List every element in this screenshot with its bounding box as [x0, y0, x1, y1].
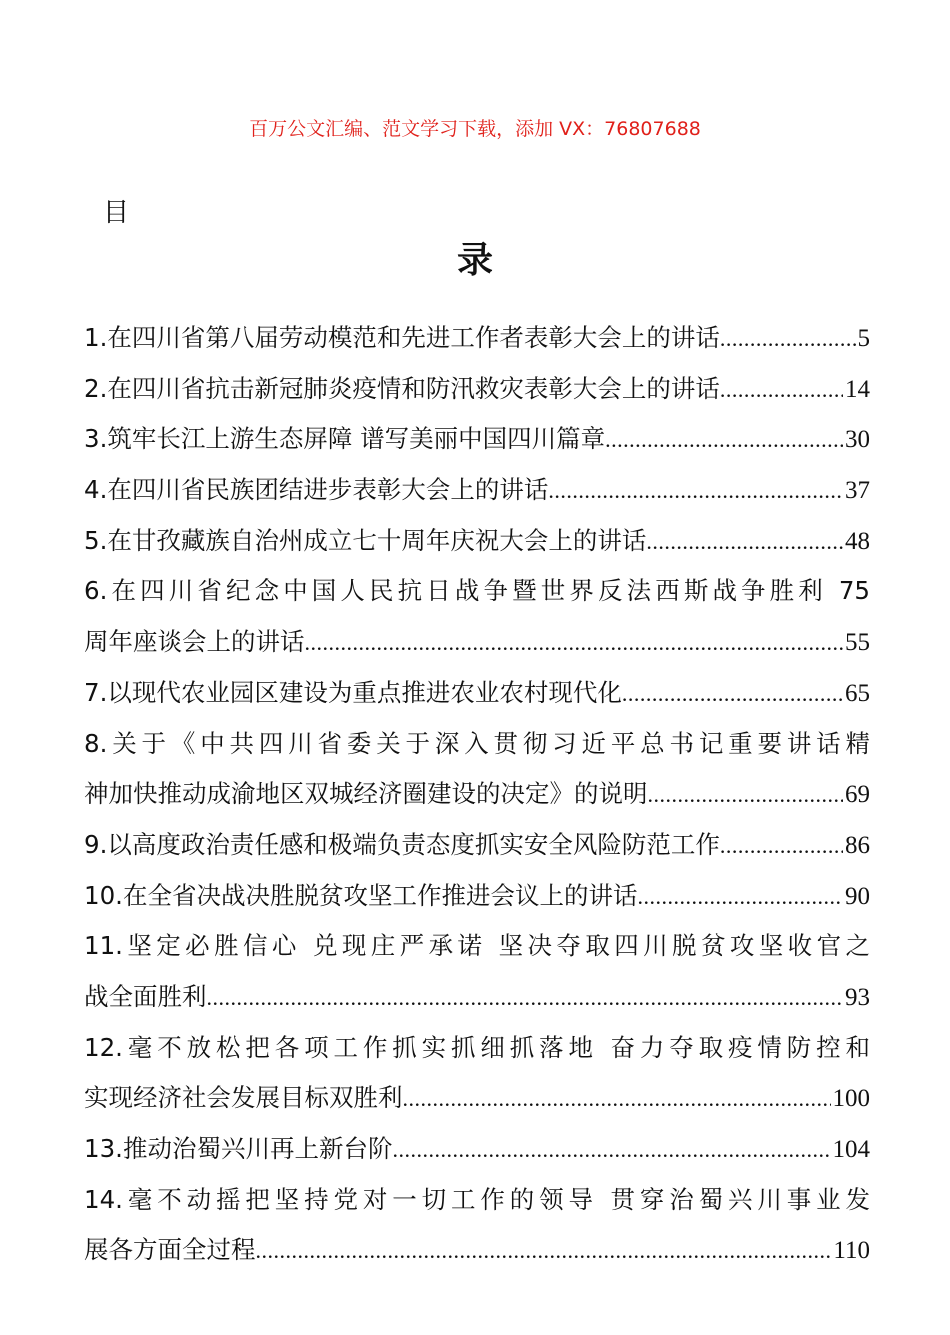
leader-dots	[256, 1226, 832, 1276]
toc-entry[interactable]	[84, 871, 870, 922]
leader-dots	[646, 517, 843, 567]
toc-entry[interactable]	[84, 1175, 870, 1276]
toc-entry-title-line1: 12.毫不放松把各项工作抓实抓细抓落地 奋力夺取疫情防控和	[84, 1032, 870, 1062]
toc-entry-title-line1: 11.坚定必胜信心 兑现庄严承诺 坚决夺取四川脱贫攻坚收官之	[84, 931, 870, 961]
toc-entry-page: 69	[845, 781, 870, 809]
toc-title-part2: 录	[456, 240, 493, 281]
leader-dots	[622, 669, 843, 719]
toc-entry-title: 3.筑牢长江上游生态屏障 谱写美丽中国四川篇章	[84, 424, 606, 454]
toc-entry-title: 9.以高度政治责任感和极端负责态度抓实安全风险防范工作	[84, 829, 720, 859]
toc-entry-page: 48	[845, 527, 870, 555]
promo-header: 百万公文汇编、范文学习下载，添加 VX：76807688	[249, 118, 701, 140]
toc-entry-title: 13.推动治蜀兴川再上新台阶	[84, 1134, 393, 1163]
toc-entry-page: 104	[832, 1136, 870, 1163]
toc-entry[interactable]	[84, 414, 870, 465]
toc-entry[interactable]	[84, 364, 870, 415]
toc-entry[interactable]	[84, 668, 870, 719]
toc-entry[interactable]	[84, 719, 870, 820]
toc-entry[interactable]	[84, 566, 870, 667]
toc-entry-title-line2: 周年座谈会上的讲话	[84, 627, 305, 657]
toc-entry-title: 2.在四川省抗击新冠肺炎疫情和防汛救灾表彰大会上的讲话	[84, 373, 720, 403]
toc-entry-title-line1: 8.关于《中共四川省委关于深入贯彻习近平总书记重要讲话精	[84, 728, 870, 758]
toc-entry-title: 10.在全省决战决胜脱贫攻坚工作推进会议上的讲话	[84, 880, 638, 910]
toc-entry-title-line1: 6.在四川省纪念中国人民抗日战争暨世界反法西斯战争胜利 75	[84, 576, 870, 606]
toc-entry-page: 100	[832, 1085, 870, 1113]
toc-entry-title: 1.在四川省第八届劳动模范和先进工作者表彰大会上的讲话	[84, 323, 720, 352]
leader-dots	[392, 1125, 830, 1175]
toc-entry-title-line2: 实现经济社会发展目标双胜利	[84, 1083, 403, 1113]
toc-entry[interactable]	[84, 921, 870, 1022]
table-of-contents	[84, 313, 870, 1276]
leader-dots	[403, 1074, 831, 1124]
toc-entry-page: 65	[845, 679, 870, 707]
toc-entry-title: 4.在四川省民族团结进步表彰大会上的讲话	[84, 475, 549, 505]
leader-dots	[637, 872, 843, 922]
leader-dots	[207, 973, 844, 1023]
toc-entry-page: 93	[845, 983, 870, 1011]
toc-entry-title-line2: 战全面胜利	[84, 981, 207, 1011]
toc-entry[interactable]	[84, 516, 870, 567]
leader-dots	[605, 415, 843, 465]
toc-entry[interactable]	[84, 1124, 870, 1175]
toc-entry-page: 5	[857, 325, 870, 352]
toc-entry-page: 14	[845, 375, 870, 403]
toc-entry-page: 55	[845, 629, 870, 657]
toc-entry[interactable]	[84, 465, 870, 516]
leader-dots	[720, 821, 843, 871]
leader-dots	[648, 770, 844, 820]
toc-entry[interactable]	[84, 820, 870, 871]
toc-title-part1: 目	[103, 198, 130, 228]
toc-entry-title: 5.在甘孜藏族自治州成立七十周年庆祝大会上的讲话	[84, 525, 647, 555]
toc-entry-page: 110	[833, 1237, 870, 1265]
leader-dots	[305, 618, 844, 668]
toc-entry-page: 90	[845, 882, 870, 910]
toc-entry[interactable]	[84, 1023, 870, 1124]
toc-entry-title-line2: 神加快推动成渝地区双城经济圈建设的决定》的说明	[84, 779, 648, 809]
leader-dots	[548, 466, 843, 516]
toc-entry-title-line2: 展各方面全过程	[84, 1235, 256, 1265]
leader-dots	[720, 365, 843, 415]
toc-entry-page: 30	[845, 426, 870, 454]
toc-entry[interactable]	[84, 313, 870, 364]
leader-dots	[720, 314, 856, 364]
toc-entry-page: 86	[845, 831, 870, 859]
toc-entry-title-line1: 14.毫不动摇把坚持党对一切工作的领导 贯穿治蜀兴川事业发	[84, 1184, 870, 1214]
toc-entry-page: 37	[845, 477, 870, 505]
toc-entry-title: 7.以现代农业园区建设为重点推进农业农村现代化	[84, 677, 622, 707]
